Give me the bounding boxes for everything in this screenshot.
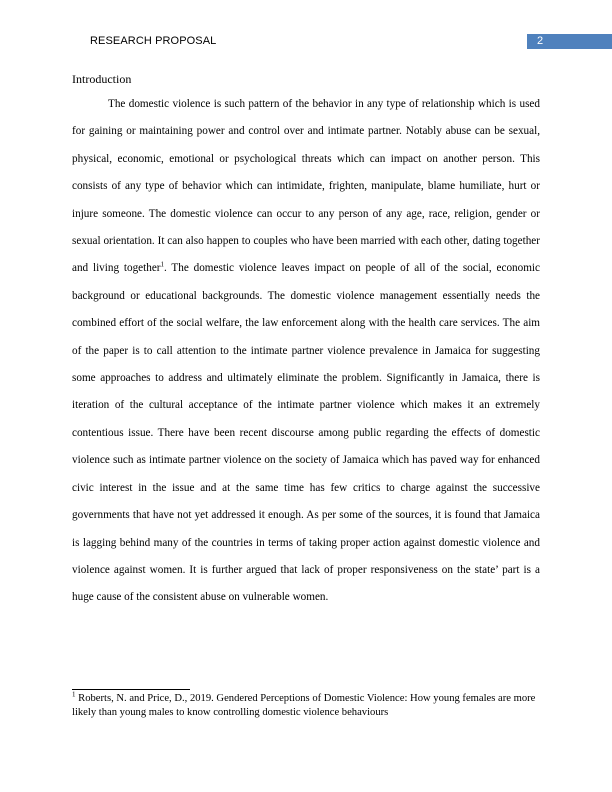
footnote-mark: 1 [72,690,76,699]
paragraph-text-part-2: . The domestic violence leaves impact on people of all of the social, economic background or educational backgrounds. The domestic violence management essentially needs the combined effort of the social welfare, the law enforcement along with the health care services. The aim of the paper is to call attention to the intimate partner violence prevalence in Jamaica for suggesting some approaches to address and ultimately eliminate the problem. Significantly in Jamaica, there is iteration of the cultural acceptance of the intimate partner violence which makes it an extremely contentious issue. There have been recent discourse among public regarding the effects of domestic violence such as intimate partner violence on the society of Jamaica which has paved way for enhanced civic interest in the issue and at the same time has few critics to charge against the successive governments that have not yet addressed it enough. As per some of the sources, it is found that Jamaica is lagging behind many of the countries in terms of taking proper action against domestic violence and violence against women. It is further argued that lack of proper responsiveness on the state’ part is a huge cause of the consistent abuse on vulnerable women. [72,262,541,604]
running-header-title: RESEARCH PROPOSAL [90,35,217,47]
page-number-badge: 2 [527,34,612,49]
section-heading: Introduction [72,72,132,86]
footnote-separator [72,689,190,690]
footnote-reference-link[interactable]: 1 [160,260,165,269]
introduction-paragraph [72,91,540,612]
footnote-text: Roberts, N. and Price, D., 2019. Gendered Perceptions of Domestic Violence: How young females are more likely than young males to know controlling domestic violence behaviours [72,693,536,718]
footnote [72,692,542,720]
paragraph-text-part-1: The domestic violence is such pattern of the behavior in any type of relationship which is used for gaining or maintaining power and control over and intimate partner. Notably abuse can be sexual, physical, economic, emotional or psychological threats which can impact on another person. This consists of any type of behavior which can intimidate, frighten, manipulate, blame humiliate, hurt or injure someone. The domestic violence can occur to any person of any age, race, religion, gender or sexual orientation. It can also happen to couples who have been married with each other, dating together and living together [72,98,540,275]
